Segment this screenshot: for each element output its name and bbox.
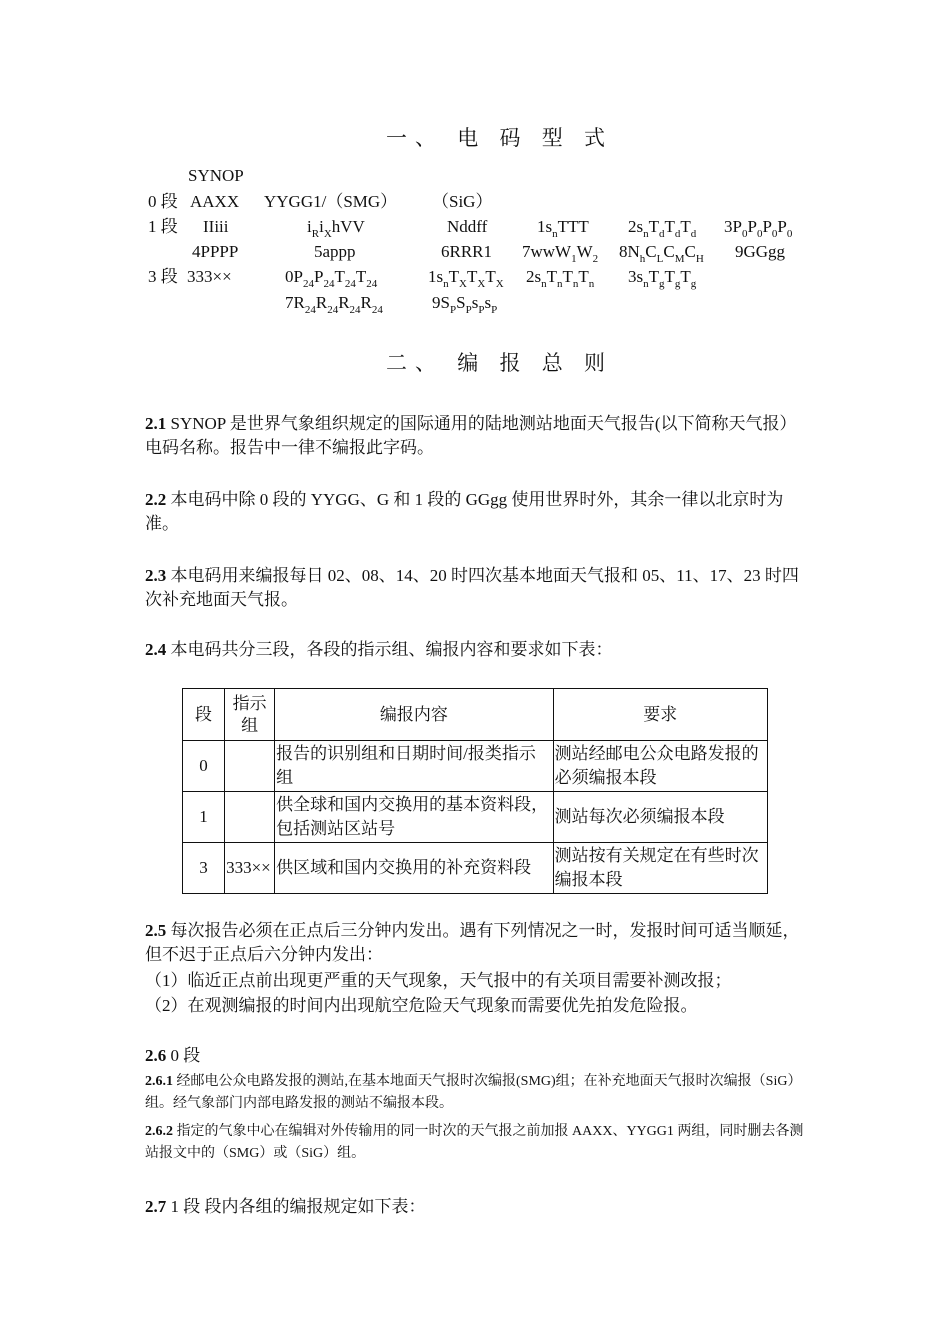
table-cell: 3 [183, 843, 225, 894]
paragraph-2-4: 2.4 本电码共分三段，各段的指示组、编报内容和要求如下表： [145, 640, 613, 659]
code-row0-g3: （SiG） [432, 192, 493, 211]
code-row1b-g2: 5appp [314, 242, 356, 261]
code-row1-label: 1 段 [148, 217, 178, 236]
paragraph-2-2: 2.2 本电码中除 0 段的 YYGG、G 和 1 段的 GGgg 使用世界时外，其余一律以北京时为准。 [145, 490, 784, 533]
code-row1b-g5: $8N_hC_LC_MC_H$ [619, 242, 704, 265]
table-cell [225, 741, 275, 792]
table-row [183, 843, 768, 894]
section-table [182, 688, 768, 894]
section-title-general-rules: 二、 编 报 总 则 [386, 351, 613, 375]
code-row1b-g3: 6RRR1 [441, 242, 493, 261]
code-row3-g2: $0P_{24}P_{24}T_{24}T_{24}$ [285, 267, 378, 290]
paragraph-2-6-2: 2.6.2 指定的气象中心在编辑对外传输用的同一时次的天气报之前加报 AAXX、YYGG1 两组，同时删去各测站报文中的（SMG）或（SiG）组。 [145, 1124, 804, 1161]
code-row3-g5: $3s_nT_gT_gT_g$ [628, 267, 697, 290]
table-header-cell: 指示组 [225, 689, 275, 741]
code-row1-g4: $1s_nTTT$ [537, 217, 589, 240]
code-row3-g1: 333×× [187, 267, 232, 286]
paragraph-2-5: 2.5 每次报告必须在正点后三分钟内发出。遇有下列情况之一时，发报时间可适当顺延，但不迟于正点后六分钟内发出： [145, 921, 800, 964]
paragraph-2-5-item-1: （1）临近正点前出现更严重的天气现象，天气报中的有关项目需要补测改报； [145, 971, 732, 990]
table-header-cell: 段 [183, 689, 225, 741]
code-row3-g3: $1s_nT_XT_XT_X$ [428, 267, 504, 290]
table-cell: 0 [183, 741, 225, 792]
table-cell: 供区域和国内交换用的补充资料段 [275, 843, 553, 894]
code-row1-g2: $i_Ri_XhVV$ [307, 217, 365, 240]
code-row3-g4: $2s_nT_nT_nT_n$ [526, 267, 595, 290]
paragraph-2-1: 2.1 SYNOP 是世界气象组织规定的国际通用的陆地测站地面天气报告(以下简称天气报）电码名称。报告中一律不编报此字码。 [145, 414, 797, 457]
code-synop: SYNOP [188, 166, 244, 185]
code-row1b-g4: $7wwW_1W_2$ [522, 242, 599, 265]
code-row3b-g1: $7R_{24}R_{24}R_{24}R_{24}$ [285, 293, 383, 316]
code-row1-g6: $3P_0P_0P_0P_0$ [724, 217, 793, 240]
code-row0-g1: AAXX [190, 192, 240, 211]
table-cell: 测站经邮电公众电路发报的必须编报本段 [553, 741, 767, 792]
code-row1-g3: Nddff [447, 217, 488, 236]
code-row0-label: 0 段 [148, 192, 178, 211]
paragraph-2-5-item-2: （2）在观测编报的时间内出现航空危险天气现象而需要优先拍发危险报。 [145, 996, 698, 1015]
table-header-cell: 编报内容 [275, 689, 553, 741]
code-row0-g2: YYGG1/（SMG） [264, 192, 398, 211]
table-row [183, 792, 768, 843]
table-cell: 报告的识别组和日期时间/报类指示组 [275, 741, 553, 792]
table-cell [225, 792, 275, 843]
table-cell: 测站按有关规定在有些时次编报本段 [553, 843, 767, 894]
code-row1-g1: IIiii [203, 217, 229, 236]
table-row [183, 741, 768, 792]
table-header-row [183, 689, 768, 741]
paragraph-2-6-1: 2.6.1 经邮电公众电路发报的测站,在基本地面天气报时次编报(SMG)组；在补充地面天气报时次编报（SiG）组。经气象部门内部电路发报的测站不编报本段。 [145, 1074, 802, 1111]
table-cell: 333×× [225, 843, 275, 894]
paragraph-2-6: 2.6 0 段 [145, 1046, 201, 1065]
section-title-code-form: 一、 电 码 型 式 [386, 126, 613, 150]
table-cell: 供全球和国内交换用的基本资料段，包括测站区站号 [275, 792, 553, 843]
code-row1-g5: $2s_nT_dT_dT_d$ [628, 217, 697, 240]
code-row1b-g6: 9GGgg [735, 242, 786, 261]
paragraph-2-7: 2.7 1 段 段内各组的编报规定如下表： [145, 1197, 426, 1216]
table-cell: 测站每次必须编报本段 [553, 792, 767, 843]
paragraph-2-3: 2.3 本电码用来编报每日 02、08、14、20 时四次基本地面天气报和 05、11、17、23 时四次补充地面天气报。 [145, 566, 799, 609]
table-cell: 1 [183, 792, 225, 843]
table-header-cell: 要求 [553, 689, 767, 741]
code-row3b-g2: $9S_PS_Ps_Ps_P$ [432, 293, 498, 316]
code-row1b-g1: 4PPPP [192, 242, 239, 261]
code-row3-label: 3 段 [148, 267, 178, 286]
